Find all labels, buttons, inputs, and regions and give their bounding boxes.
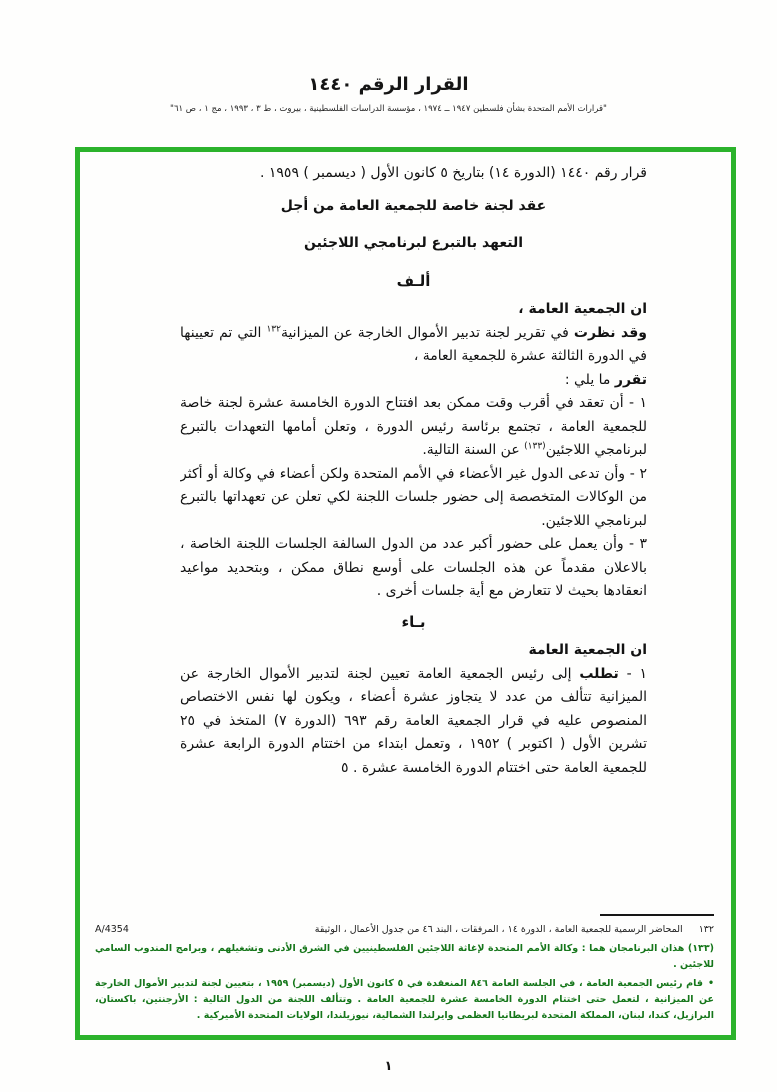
footnote-132-marker: ١٣٢ xyxy=(698,924,714,935)
footnote-132 xyxy=(95,922,714,938)
highlight-box xyxy=(75,147,736,1040)
considered-tail: التي تم تعيينها في الدورة الثالثة عشرة للجمعية العامة ، xyxy=(180,324,647,364)
footnote-divider xyxy=(600,914,714,916)
bullet-icon: • xyxy=(707,978,715,989)
footnote-bullet xyxy=(95,976,714,1024)
considered-lead: وقد نظرت xyxy=(573,324,647,341)
footnote-ref-133: (١٣٣) xyxy=(524,441,546,452)
resolution-title-line: قرار رقم ١٤٤٠ (الدورة ١٤) بتاريخ ٥ كانون الأول ( ديسمبر ) ١٩٥٩ . xyxy=(259,165,647,181)
footnote-132-text: المحاضر الرسمية للجمعية العامة ، الدورة ١٤ ، المرفقات ، البند ٤٦ من جدول الأعمال ، الوثيقة xyxy=(314,924,683,935)
section-b-heading: بـاء xyxy=(401,612,426,631)
section-a-item-2: ٢ - وأن تدعى الدول غير الأعضاء في الأمم المتحدة ولكن أعضاء في وكالة أو أكثر من الوكالات المتخصصة إلى حضور جلسات اللجنة لكي تعلن عن تعهداتها بالتبرع لبرنامجي اللاجئين. xyxy=(180,465,647,529)
section-a-item-1-tail: عن السنة التالية. xyxy=(422,442,525,458)
section-a-item-3: ٣ - وأن يعمل على حضور أكبر عدد من الدول السالفة الجلسات اللجنة الخاصة ، بالاعلان مقدماً عن هذه الجلسات على أوسع نطاق ممكن ، وبتحديد مواعيد انعقادها بحيث لا تتعارض مع أية جلسات أخرى . xyxy=(180,536,647,599)
footnote-133: (١٣٣) هذان البرنامجان هما : وكالة الأمم المتحدة لإغاثة اللاجئين الفلسطينيين في الشرق الأدنى وتشغيلهم ، وبرامج المندوب السامي للاجئين . xyxy=(95,943,714,970)
section-b-opening: ان الجمعية العامة xyxy=(528,642,647,658)
considered-paragraph xyxy=(180,322,647,369)
footnote-ref-132: ١٣٢ xyxy=(266,323,281,334)
section-a-heading: ألـف xyxy=(396,271,431,290)
section-a-item-1-text: ١ - أن تعقد في أقرب وقت ممكن بعد افتتاح الدورة الخامسة عشرة لجنة خاصة للجمعية العامة ، تجتمع برئاسة رئيس الدورة ، وتعلن أمامها التعهدات بالتبرع لبرنامجي اللاجئين xyxy=(180,395,647,458)
section-b-item-1-lead: تطلب xyxy=(579,665,619,682)
document-header xyxy=(0,74,777,114)
footnote-bullet-text: قام رئيس الجمعية العامة ، في الجلسة العامة ٨٤٦ المنعقدة في ٥ كانون الأول (ديسمبر) ١٩٥٩ ، بتعيين لجنة لتدبير الأموال الخارجة عن الميزانية ، لتعمل حتى اختتام الدورة الخامسة عشرة للجمعية العامة . وتتألف اللجنة من الدول التالية : الأرجنتين، باكستان، البرازيل، كندا، لبنان، المملكة المتحدة لبريطانيا العظمى وايرلندا الشمالية، نيوزيلندا، الولايات المتحدة الأميركية . xyxy=(95,978,714,1021)
section-a-item-1 xyxy=(180,392,647,463)
page-title: القرار الرقم ١٤٤٠ xyxy=(308,74,469,95)
subject-line-1: عقد لجنة خاصة للجمعية العامة من أجل xyxy=(280,197,547,214)
section-a-opening: ان الجمعية العامة ، xyxy=(518,301,647,317)
footnotes-block xyxy=(95,914,714,1027)
section-b-item-1 xyxy=(180,663,647,781)
resolution-body xyxy=(180,162,647,897)
footnote-132-docref: A/4354 xyxy=(95,924,129,935)
subject-line-2: التعهد بالتبرع لبرنامجي اللاجئين xyxy=(303,235,524,251)
section-b-item-1-tail: إلى رئيس الجمعية العامة تعيين لجنة لتدبير الأموال الخارجة عن الميزانية تتألف من عدد لا يتجاوز عشرة أعضاء ، ويكون لها نفس الاختصاص المنصوص عليه في قرار الجمعية العامة رقم ٦٩٣ (الدورة ٧) المتخذ في ٢٥ تشرين الأول ( اكتوبر ) ١٩٥٢ ، وتعمل ابتداء من اختتام الدورة الرابعة عشرة للجمعية العامة حتى اختتام الدورة الخامسة عشرة . ٥ xyxy=(180,665,647,776)
section-b-item-1-number: ١ - xyxy=(618,665,647,682)
decides-lead: تقرر xyxy=(614,371,647,388)
considered-body: في تقرير لجنة تدبير الأموال الخارجة عن الميزانية xyxy=(280,324,574,341)
decides-line xyxy=(180,369,647,393)
source-citation: "قرارات الأمم المتحدة بشأن فلسطين ١٩٤٧ ــ ١٩٧٤ ، مؤسسة الدراسات الفلسطينية ، بيروت ، ط ٣ ، ١٩٩٣ ، مج ١ ، ص ٦١" xyxy=(170,104,607,114)
footnote-132-body xyxy=(315,922,714,938)
page-number: ١ xyxy=(384,1059,393,1074)
decides-tail: ما يلي : xyxy=(564,371,615,388)
